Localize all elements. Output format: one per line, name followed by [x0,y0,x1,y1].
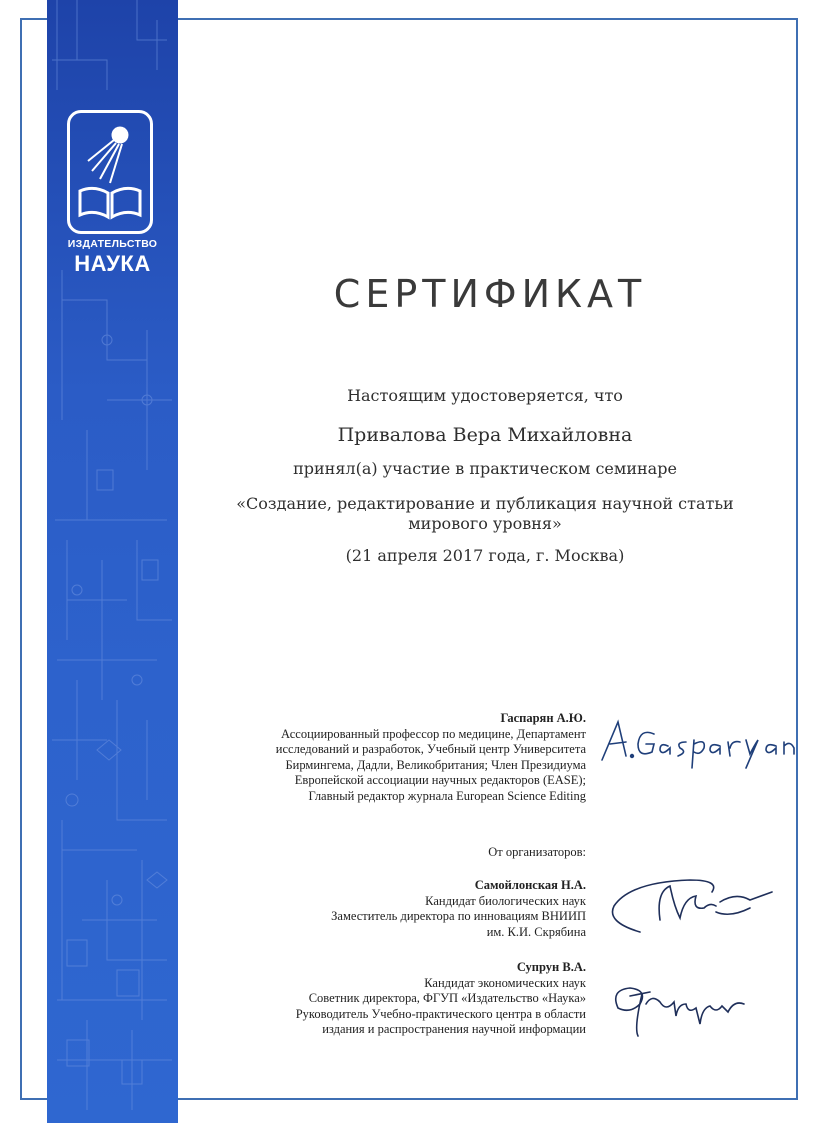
participation-line: принял(а) участие в практическом семинаре [293,459,677,478]
seminar-title-line1: «Создание, редактирование и публикация научной статьи [236,494,734,513]
signature-suprun [604,968,774,1040]
publisher-name: НАУКА [74,251,151,276]
signatory-line: Советник директора, ФГУП «Издательство «Наука» [308,991,586,1005]
signatory-name: Самойлонская Н.А. [474,878,586,892]
signature-gasparyan [596,712,796,772]
signatory-line: Ассоциированный профессор по медицине, Департамент [281,726,586,741]
date-place: (21 апреля 2017 года, г. Москва) [345,546,625,565]
signatory-suprun [206,960,586,1038]
signatory-line: исследований и разработок, Учебный центр Университета [275,742,586,756]
signature-samoylonskaya [600,862,780,942]
signatory-line: им. К.И. Скрябина [486,924,586,939]
signatory-line: Кандидат экономических наук [424,975,586,990]
seminar-title [200,494,770,534]
signatory-samoylonskaya [206,878,586,940]
signatory-name: Гаспарян А.Ю. [500,711,586,725]
signatory-line: Заместитель директора по инновациям ВНИИП [331,909,586,923]
intro-line: Настоящим удостоверяется, что [347,386,623,405]
signatory-line: Бирмингема, Дадли, Великобритания; Член Президиума [285,757,586,772]
signatory-line: Кандидат биологических наук [425,893,586,908]
organizers-label: От организаторов: [488,845,586,859]
signatory-name: Супрун В.А. [516,960,586,974]
signatory-gasparyan [186,711,586,804]
publisher-small-label: ИЗДАТЕЛЬСТВО [67,238,158,250]
certificate-title: СЕРТИФИКАТ [333,272,647,316]
signatory-line: Руководитель Учебно-практического центра в области [295,1006,586,1021]
seminar-title-line2: мирового уровня» [408,514,562,533]
sputnik-book-icon [70,113,150,231]
recipient-name: Привалова Вера Михайловна [337,424,633,446]
signatory-line: издания и распространения научной информации [322,1022,586,1036]
signatory-line: Главный редактор журнала European Science Editing [308,788,586,803]
signatory-line: Европейской ассоциации научных редакторов (EASE); [294,773,586,787]
publisher-logo [67,110,153,234]
